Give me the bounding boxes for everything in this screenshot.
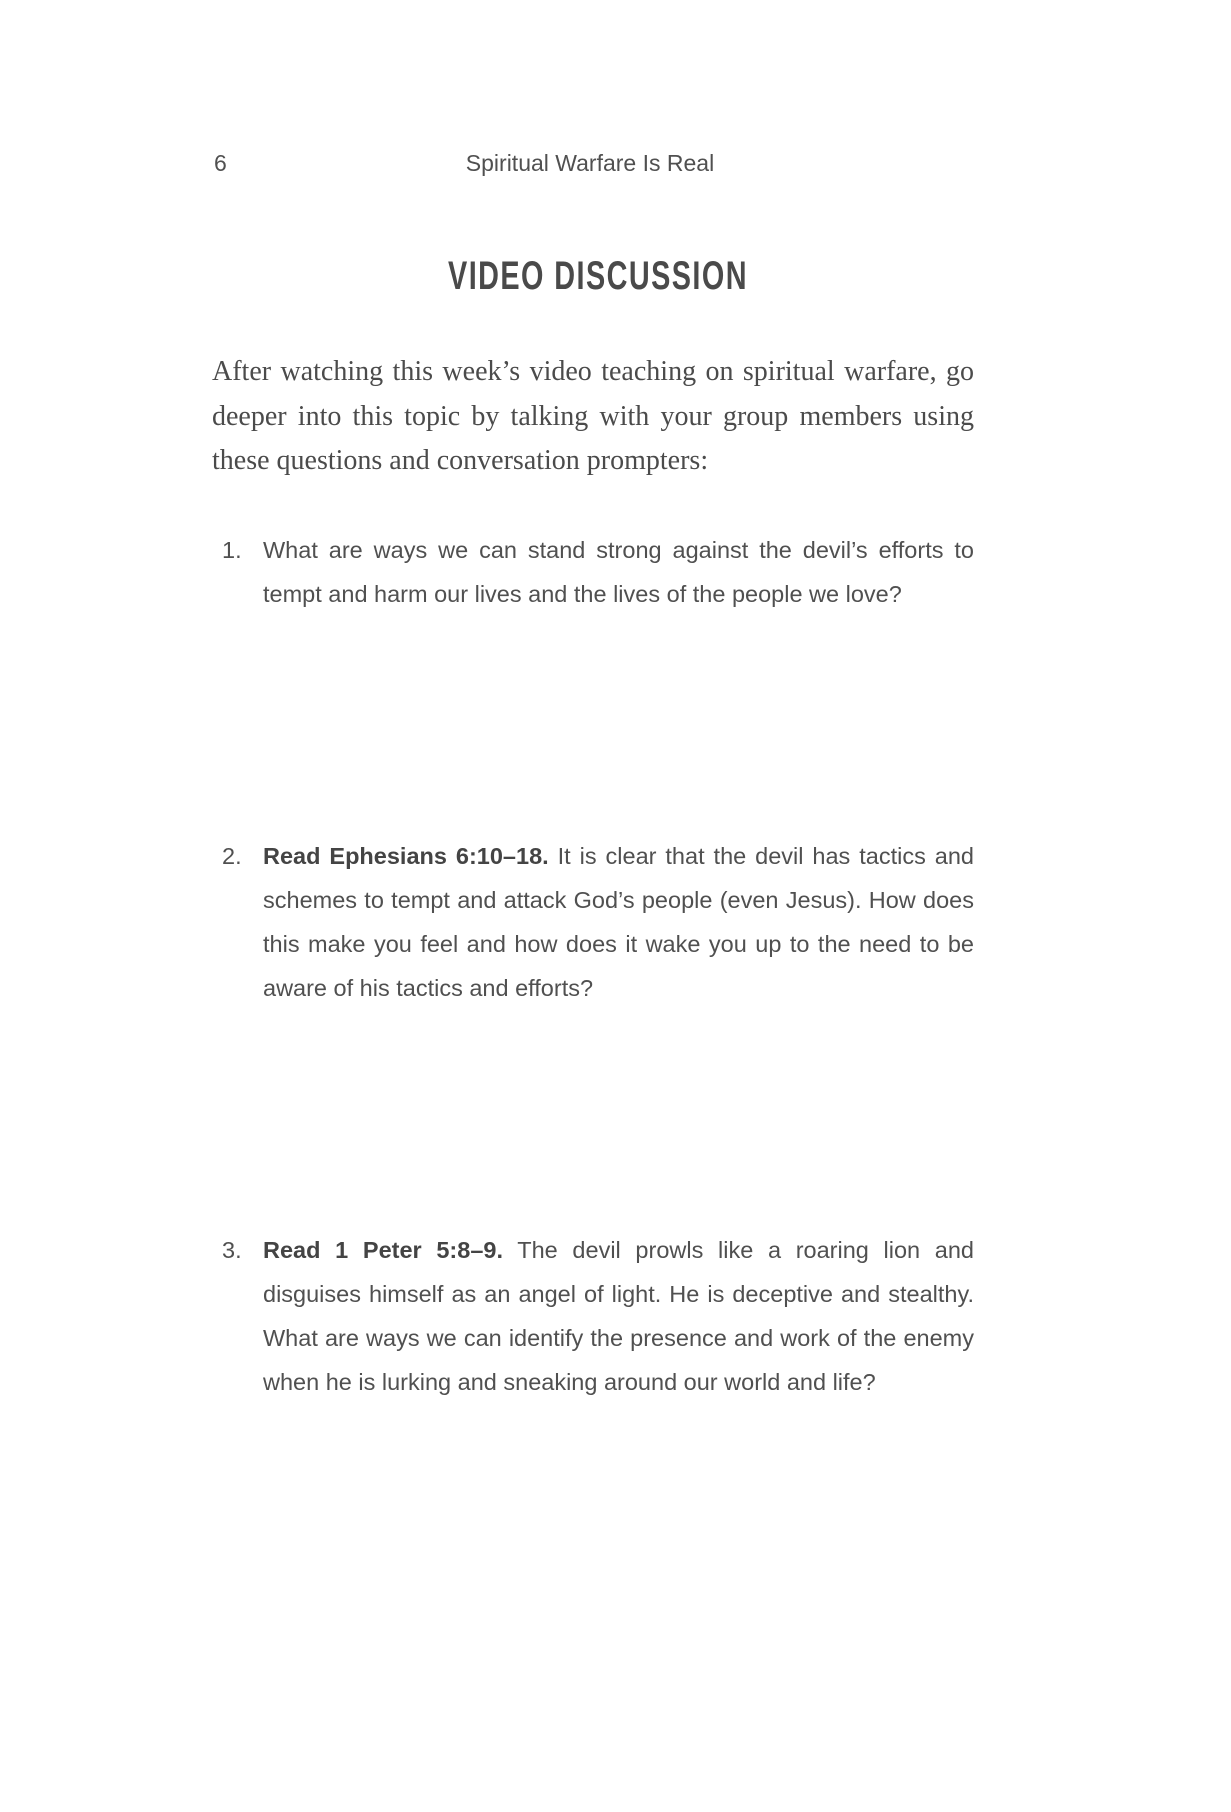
question-text: What are ways we can stand strong against the devil’s efforts to tempt and harm our lives and the lives of the people we love? [263, 537, 974, 607]
question-body [263, 834, 974, 1010]
question-number: 3. [222, 1237, 242, 1263]
section-title: VIDEO DISCUSSION [448, 254, 748, 298]
running-head [0, 150, 1231, 182]
question-body [263, 528, 974, 616]
scripture-reference: Read Ephesians 6:10–18. [263, 843, 549, 869]
question-text: The devil prowls like a roaring lion and disguises himself as an angel of light. He is deceptive and stealthy. What are ways we can identify the presence and work of the enemy when he is lurking and sneaking around our world and life? [263, 1237, 975, 1395]
question-number: 1. [222, 537, 242, 563]
scripture-reference: Read 1 Peter 5:8–9. [263, 1237, 503, 1263]
question-text: It is clear that the devil has tactics and schemes to tempt and attack God’s people (even Jesus). How does this make you feel and how does it wake you up to the need to be aware of his tactics and efforts? [263, 843, 974, 1001]
question-item [222, 528, 974, 616]
question-item [222, 834, 974, 1010]
running-title: Spiritual Warfare Is Real [465, 150, 715, 176]
question-number: 2. [222, 843, 242, 869]
page-number: 6 [214, 150, 227, 176]
question-body [263, 1228, 974, 1404]
question-item [222, 1228, 974, 1404]
intro-paragraph: After watching this week’s video teaching on spiritual warfare, go deeper into this topic by talking with your group members using these questions and conversation prompters: [212, 356, 974, 476]
